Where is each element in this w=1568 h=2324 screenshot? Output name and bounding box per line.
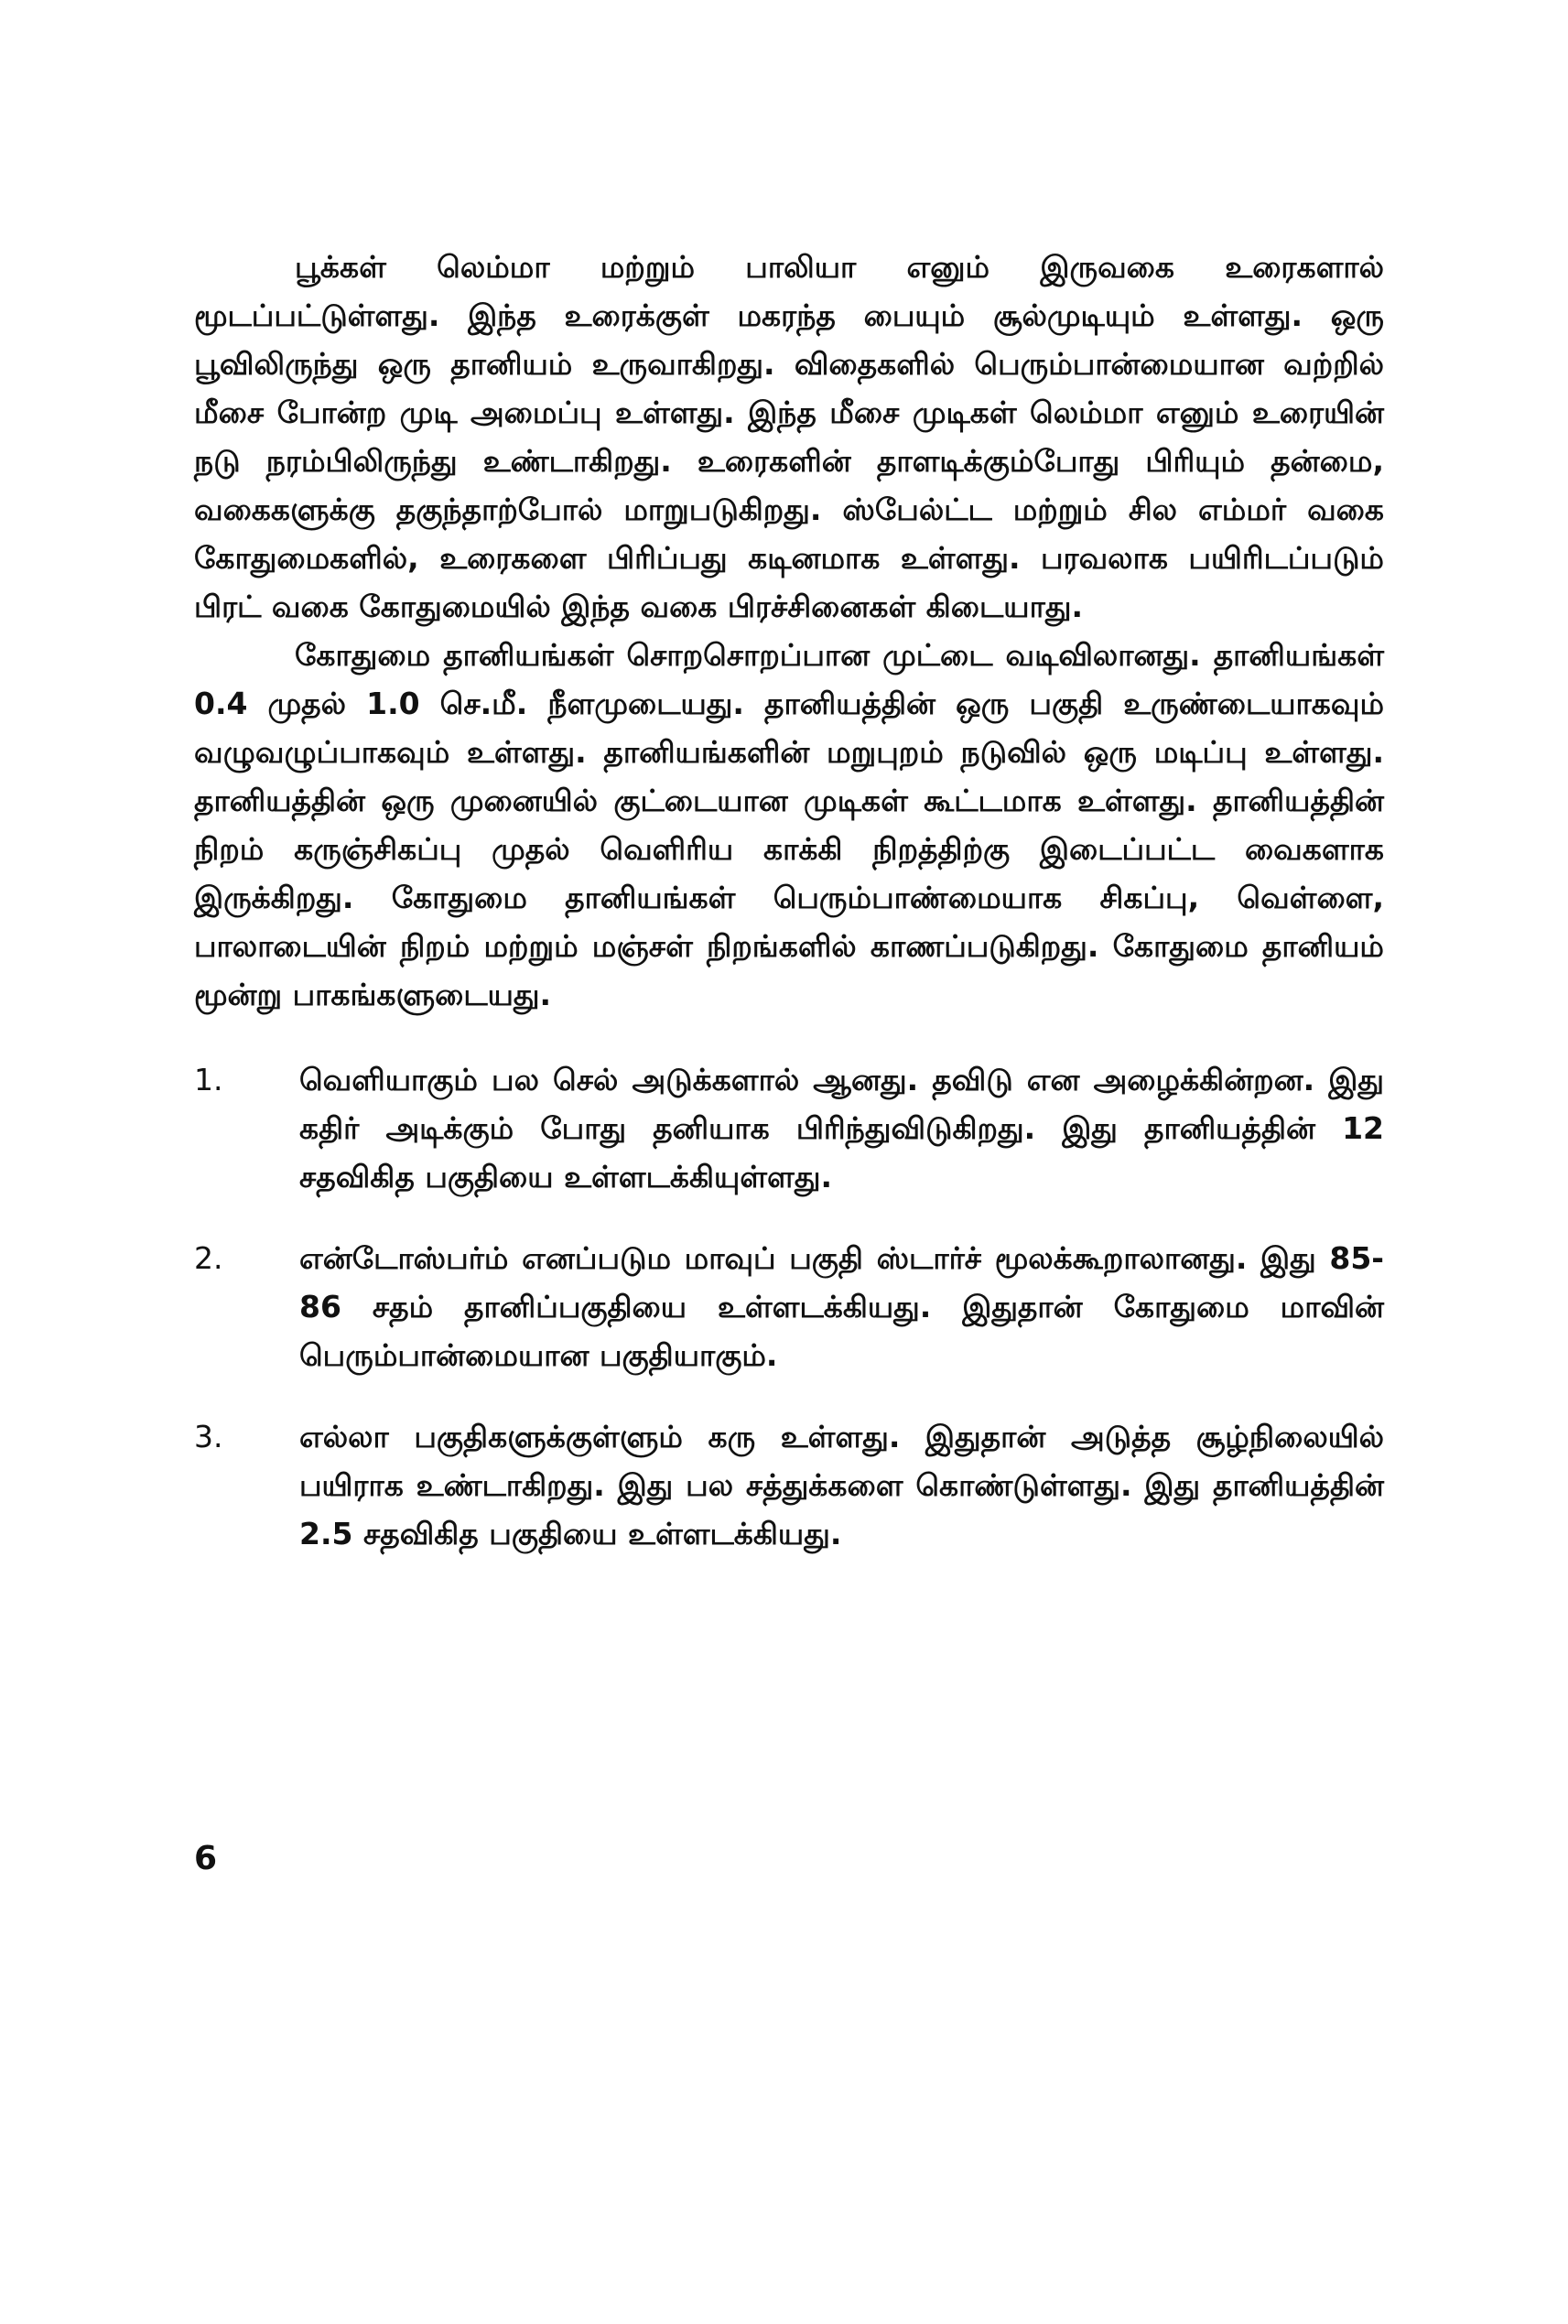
paragraph-flower-husks: பூக்கள் லெம்மா மற்றும் பாலியா எனும் இருவகை உரைகளால் மூடப்பட்டுள்ளது. இந்த உரைக்குள் மகரந்த பையும் சூல்முடியும் உள்ளது. ஒரு பூவிலிருந்து ஒரு தானியம் உருவாகிறது. விதைகளில் பெரும்பான்மையான வற்றில் மீசை போன்ற முடி அமைப்பு உள்ளது. இந்த மீசை முடிகள் லெம்மா எனும் உரையின் நடு நரம்பிலிருந்து உண்டாகிறது. உரைகளின் தாளடிக்கும்போது பிரியும் தன்மை, வகைகளுக்கு தகுந்தாற்போல் மாறுபடுகிறது. ஸ்பேல்ட்ட மற்றும் சில எம்மர் வகை கோதுமைகளில், உரைகளை பிரிப்பது கடினமாக உள்ளது. பரவலாக பயிரிடப்படும் பிரட் வகை கோதுமையில் இந்த வகை பிரச்சினைகள் கிடையாது. xyxy=(194,249,1384,624)
list-item-number: 1. xyxy=(194,1062,223,1097)
page-body xyxy=(194,243,1384,1591)
grain-parts-list xyxy=(194,1055,1384,1558)
list-item xyxy=(194,1055,1384,1201)
list-item-number: 2. xyxy=(194,1240,223,1276)
page-number: 6 xyxy=(194,1840,218,1877)
list-item xyxy=(194,1234,1384,1379)
list-item xyxy=(194,1412,1384,1558)
paragraph-grain-description: கோதுமை தானியங்கள் சொறசொறப்பான முட்டை வடிவிலானது. தானியங்கள் 0.4 முதல் 1.0 செ.மீ. நீளமுடையது. தானியத்தின் ஒரு பகுதி உருண்டையாகவும் வழுவழுப்பாகவும் உள்ளது. தானியங்களின் மறுபுறம் நடுவில் ஒரு மடிப்பு உள்ளது. தானியத்தின் ஒரு முனையில் குட்டையான முடிகள் கூட்டமாக உள்ளது. தானியத்தின் நிறம் கருஞ்சிகப்பு முதல் வெளிரிய காக்கி நிறத்திற்கு இடைப்பட்ட வைகளாக இருக்கிறது. கோதுமை தானியங்கள் பெரும்பாண்மையாக சிகப்பு, வெள்ளை, பாலாடையின் நிறம் மற்றும் மஞ்சள் நிறங்களில் காணப்படுகிறது. கோதுமை தானியம் மூன்று பாகங்களுடையது. xyxy=(194,637,1384,1012)
list-item-text: எல்லா பகுதிகளுக்குள்ளும் கரு உள்ளது. இதுதான் அடுத்த சூழ்நிலையில் பயிராக உண்டாகிறது. இது பல சத்துக்களை கொண்டுள்ளது. இது தானியத்தின் 2.5 சதவிகித பகுதியை உள்ளடக்கியது. xyxy=(299,1419,1384,1551)
list-item-text: என்டோஸ்பர்ம் எனப்படும மாவுப் பகுதி ஸ்டார்ச் மூலக்கூறாலானது. இது 85-86 சதம் தானிப்பகுதியை உள்ளடக்கியது. இதுதான் கோதுமை மாவின் பெரும்பான்மையான பகுதியாகும். xyxy=(299,1240,1384,1373)
list-item-number: 3. xyxy=(194,1419,223,1454)
list-item-text: வெளியாகும் பல செல் அடுக்களால் ஆனது. தவிடு என அழைக்கின்றன. இது கதிர் அடிக்கும் போது தனியாக பிரிந்துவிடுகிறது. இது தானியத்தின் 12 சதவிகித பகுதியை உள்ளடக்கியுள்ளது. xyxy=(299,1062,1384,1194)
